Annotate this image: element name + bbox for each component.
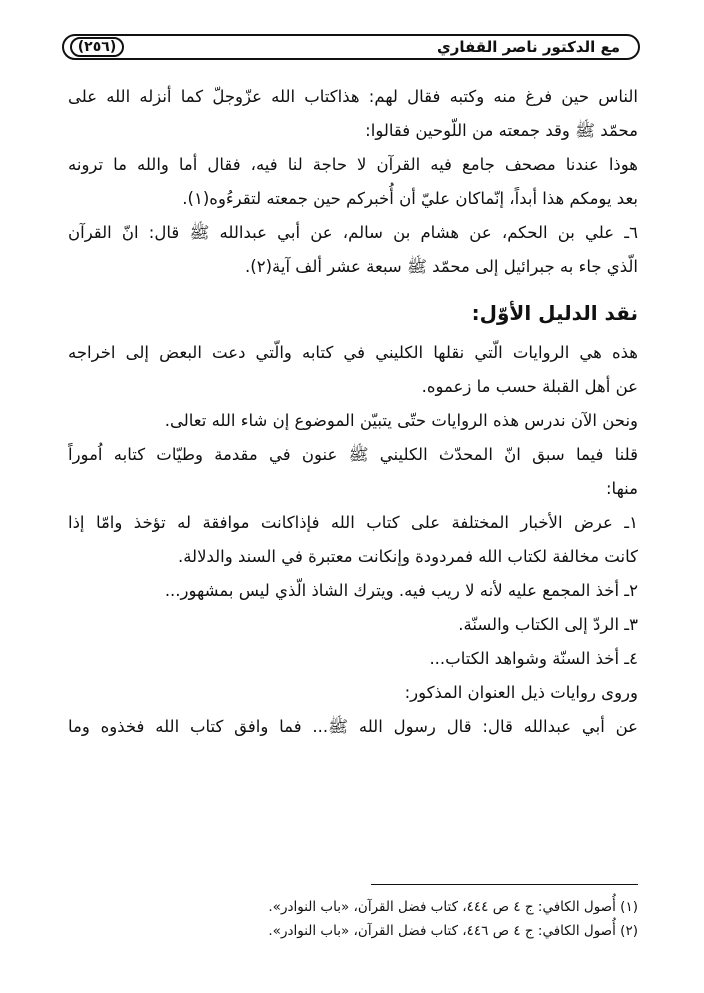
text-line: منها:	[605, 479, 638, 498]
text-line: وروى روايات ذيل العنوان المذكور:	[404, 683, 638, 702]
running-header	[62, 34, 640, 60]
main-text	[68, 80, 638, 744]
text-line: ٣ـ الردّ إلى الكتاب والسنّة.	[458, 615, 638, 634]
text-line: عن أهل القبلة حسب ما زعموه.	[421, 377, 638, 396]
text-line: ٦ـ علي بن الحكم، عن هشام بن سالم، عن أبي عبدالله ﷺ قال: انّ القرآن	[68, 223, 638, 242]
header-title: مع الدكتور ناصر القفاري	[437, 38, 620, 56]
page-number: (٢٥٦)	[70, 37, 124, 57]
text-line: ٤ـ أخذ السنّة وشواهد الكتاب...	[429, 649, 638, 668]
text-line: هذه هي الروايات الّتي نقلها الكليني في كتابه والّتي دعت البعض إلى اخراجه	[68, 343, 638, 362]
text-line: عن أبي عبدالله قال: قال رسول الله ﷺ... فما وافق كتاب الله فخذوه وما	[68, 717, 638, 736]
text-line: كانت مخالفة لكتاب الله فمردودة وإنكانت معتبرة في السند والدلالة.	[177, 547, 638, 566]
footnotes	[68, 895, 638, 943]
text-line: محمّد ﷺ وقد جمعته من اللّوحين فقالوا:	[365, 121, 638, 140]
text-line: ٢ـ أخذ المجمع عليه لأنه لا ريب فيه. ويترك الشاذ الّذي ليس بمشهور...	[164, 581, 638, 600]
text-line: ونحن الآن ندرس هذه الروايات حتّى يتبيّن الموضوع إن شاء الله تعالى.	[164, 411, 638, 430]
text-line: بعد يومكم هذا أبداً، إنّماكان عليّ أن أُخبركم حين جمعته لتقرءُوه(١).	[182, 189, 638, 208]
text-line: قلنا فيما سبق انّ المحدّث الكليني ﷺ عنون في مقدمة وطيّات كتابه اُموراً	[68, 445, 638, 464]
text-line: ١ـ عرض الأخبار المختلفة على كتاب الله فإذاكانت موافقة له تؤخذ وامّا إذا	[68, 513, 638, 532]
section-heading: نقد الدليل الأوّل:	[471, 301, 638, 325]
text-line: الناس حين فرغ منه وكتبه فقال لهم: هذاكتاب الله عزّوجلّ كما أنزله الله على	[68, 87, 638, 106]
footnote-separator	[371, 884, 638, 885]
text-line: الّذي جاء به جبرائيل إلى محمّد ﷺ سبعة عشر ألف آية(٢).	[245, 257, 638, 276]
footnote: (١) أُصول الكافي: ج ٤ ص ٤٤٤، كتاب فضل القرآن، «باب النوادر».	[268, 899, 638, 915]
text-line: هوذا عندنا مصحف جامع فيه القرآن لا حاجة لنا فيه، فقال أما والله ما ترونه	[68, 155, 638, 174]
footnote: (٢) أُصول الكافي: ج ٤ ص ٤٤٦، كتاب فضل القرآن، «باب النوادر».	[268, 923, 638, 939]
